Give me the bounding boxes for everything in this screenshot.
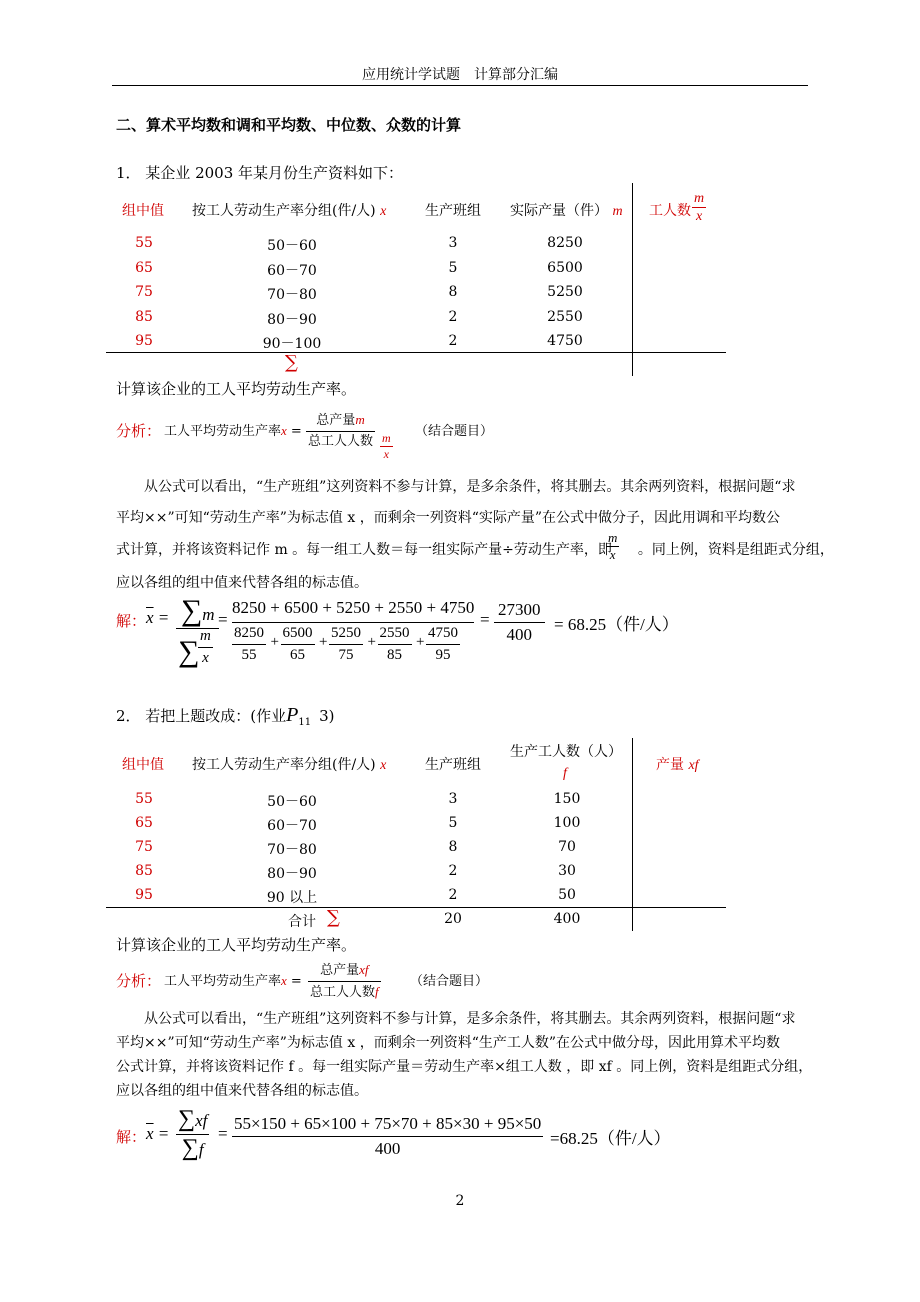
q1-cell-output: 5250	[547, 284, 583, 300]
q1-table-divider	[632, 183, 633, 376]
q1-solution-den-divisor: 85	[387, 647, 402, 663]
q2-cell-teams: 3	[448, 791, 458, 807]
q2-analysis-note: （结合题目）	[410, 974, 489, 989]
q1-cell-output: 2550	[547, 308, 583, 325]
q2-cell-workers: 150	[553, 791, 581, 807]
q1-header-output: 实际产量（件） m	[510, 203, 623, 219]
q1-solution-den-divisor: 95	[435, 647, 451, 663]
q2-question: 计算该企业的工人平均劳动生产率。	[116, 936, 357, 954]
q1-cell-output: 4750	[547, 333, 583, 349]
q2-cell-teams: 2	[448, 863, 458, 879]
q2-table-bottom-rule	[106, 907, 726, 908]
q2-total-teams: 20	[444, 911, 462, 927]
q1-solution-den-plus: +	[367, 634, 376, 650]
q2-solution-result: =68.25（件/人）	[550, 1129, 671, 1148]
q2-cell-teams: 8	[448, 839, 458, 855]
q1-cell-output: 6500	[547, 259, 583, 276]
q1-sum-symbol: ∑	[285, 352, 298, 373]
q1-solution-main-fraction: ∑m ∑	[176, 594, 219, 669]
q1-cell-teams: 5	[448, 259, 458, 276]
section-title: 二、算术平均数和调和平均数、中位数、众数的计算	[116, 116, 462, 134]
q2-analysis-lhs: 工人平均劳动生产率x =	[164, 973, 302, 989]
q1-solution-label: 解：	[116, 612, 147, 630]
q1-solution-den-value: 2550	[378, 623, 412, 645]
q1-solution-den-fraction	[329, 623, 363, 666]
q1-cell-teams: 2	[448, 333, 458, 349]
q1-solution-den-fraction	[281, 623, 315, 666]
q1-cell-mid: 95	[135, 333, 153, 349]
q1-header-mid: 组中值	[122, 203, 164, 219]
q1-solution-eq2: =	[480, 610, 490, 629]
q1-solution-den-plus: +	[319, 634, 328, 650]
q1-solution-den-value: 8250	[232, 623, 266, 645]
q1-solution-den-fraction	[378, 623, 412, 666]
q1-table-bottom-rule	[106, 352, 726, 353]
q2-title: 2． 若把上题改成：(作业$P_{11}$ 3)	[116, 704, 335, 728]
q1-solution-den-divisor: 75	[338, 647, 354, 663]
q2-cell-workers: 70	[558, 839, 576, 855]
q1-solution-den-divisor: 65	[290, 647, 305, 663]
q2-analysis-label: 分析：	[116, 972, 162, 990]
header-rule	[112, 85, 808, 86]
q1-solution-den-value: 4750	[426, 623, 460, 645]
q2-paragraph-line2: 平均××”可知“劳动生产率”为标志值 x ，而剩余一列资料“生产工人数”在公式中做分母，因此用算术平均数	[116, 1035, 781, 1051]
q1-solution-fraction: $\frac{27300}{400}$	[494, 598, 545, 647]
q2-cell-group: 90 以上	[266, 890, 318, 906]
q1-paragraph-line4: 应以各组的组中值来代替各组的标志值。	[116, 575, 368, 591]
q1-header-group: 按工人劳动生产率分组(件/人) x	[192, 203, 387, 219]
q1-cell-mid: 65	[135, 259, 153, 276]
q1-solution-den-plus: +	[416, 634, 425, 650]
q2-total-label: 合计	[288, 914, 316, 930]
q1-cell-teams: 2	[448, 308, 458, 325]
q1-cell-mid: 75	[135, 284, 153, 300]
q2-solution-main-fraction: $\frac{\sum xf}{\sum f}$	[178, 1106, 208, 1161]
q1-cell-group: 60－70	[267, 262, 317, 279]
q1-title: 1． 某企业 2003 年某月份生产资料如下：	[116, 164, 404, 182]
q2-cell-mid: 75	[135, 839, 153, 855]
q2-analysis-fraction: 总产量xf 总工人人数f	[310, 962, 379, 1000]
q1-solution-den-fraction	[232, 623, 266, 666]
q2-cell-mid: 85	[135, 863, 153, 879]
q2-header-group: 按工人劳动生产率分组(件/人) x	[192, 757, 387, 773]
q1-cell-teams: 3	[448, 235, 458, 251]
q2-paragraph-line1: 从公式可以看出，“生产班组”这列资料不参与计算，是多余条件，将其删去。其余两列资料，根据问题“求	[144, 1011, 796, 1027]
q1-cell-group: 50－60	[267, 238, 317, 254]
q2-cell-teams: 5	[448, 815, 458, 831]
q1-header-teams: 生产班组	[425, 203, 481, 219]
q1-header-workers: 工人数	[649, 203, 691, 219]
q2-solution-fraction: $\frac{55\times 150 + 65\times 100 + 75\times 70 + 85\times 30 + 95\times 50}{400}$	[234, 1114, 542, 1158]
q1-paragraph-line1: 从公式可以看出，“生产班组”这列资料不参与计算，是多余条件，将其删去。其余两列资料，根据问题“求	[144, 479, 796, 495]
q1-paragraph-line2: 平均××”可知“劳动生产率”为标志值 x ，而剩余一列资料“实际产量”在公式中做分子，因此用调和平均数公	[116, 510, 781, 526]
q2-cell-workers: 50	[558, 887, 576, 903]
q2-cell-group: 50－60	[267, 794, 317, 810]
q1-cell-teams: 8	[448, 284, 458, 300]
q2-cell-group: 70－80	[267, 842, 317, 858]
q2-cell-workers: 100	[553, 815, 581, 831]
q2-sum-symbol: ∑	[327, 907, 340, 928]
q2-cell-mid: 65	[135, 815, 153, 831]
q1-paragraph-fraction: $\frac{m}{x}$	[608, 530, 618, 562]
q1-solution-den-divisor: 55	[241, 647, 257, 663]
q1-question: 计算该企业的工人平均劳动生产率。	[116, 380, 357, 398]
page-header-title: 应用统计学试题 计算部分汇编	[362, 67, 558, 83]
q2-paragraph-line3: 公式计算，并将该资料记作 f 。每一组实际产量＝劳动生产率×组工人数 ，即 xf 。同上例，资料是组距式分组，	[116, 1059, 813, 1075]
q2-cell-teams: 2	[448, 887, 458, 903]
q1-solution-xbar: $\overline{x}$ =	[146, 608, 170, 627]
q2-solution-xbar: $\overline{x}$ =	[146, 1124, 170, 1143]
q1-solution-main-den-fraction: $\frac{m}{x}$	[200, 628, 211, 666]
q2-cell-mid: 95	[135, 887, 153, 903]
q1-solution-eq1: =	[218, 610, 228, 629]
q1-cell-output: 8250	[547, 235, 583, 251]
q1-analysis-den-fraction: $\frac{m}{x}$	[382, 431, 391, 461]
q1-analysis-label: 分析：	[116, 422, 162, 440]
q2-solution-eq1: =	[218, 1124, 228, 1143]
q1-cell-mid: 85	[135, 308, 153, 325]
q1-solution-den-plus: +	[270, 634, 279, 650]
q1-cell-group: 90－100	[262, 336, 322, 352]
q2-total-workers: 400	[553, 911, 581, 927]
q2-cell-group: 80－90	[267, 866, 317, 882]
q2-cell-mid: 55	[135, 791, 153, 807]
q1-cell-group: 70－80	[267, 287, 317, 303]
q1-analysis-fraction: 总产量m 总工人人数	[308, 412, 374, 449]
q1-solution-den-value: 6500	[281, 623, 315, 645]
q1-solution-den-value: 5250	[329, 623, 363, 645]
q2-header-teams: 生产班组	[425, 757, 481, 773]
q1-solution-den-fraction	[426, 623, 460, 666]
page-number: 2	[455, 1193, 465, 1209]
q2-header-mid: 组中值	[122, 757, 164, 773]
q1-analysis-lhs: 工人平均劳动生产率x =	[164, 423, 302, 439]
q1-solution-numerator: 8250 + 6500 + 5250 + 2550 + 4750	[232, 598, 475, 617]
q2-header-output: 产量 xf	[656, 757, 699, 773]
q2-cell-group: 60－70	[267, 818, 317, 834]
q1-solution-result: = 68.25（件/人）	[554, 615, 679, 634]
q2-cell-workers: 30	[558, 863, 576, 879]
q1-cell-mid: 55	[135, 235, 153, 251]
q2-header-workers: 生产工人数（人）	[510, 744, 622, 760]
q1-analysis-note: （结合题目）	[415, 424, 494, 439]
q2-solution-label: 解：	[116, 1128, 147, 1146]
q2-paragraph-line4: 应以各组的组中值来代替各组的标志值。	[116, 1083, 368, 1099]
q2-table-divider	[632, 738, 633, 931]
q2-header-workers-var: f	[563, 766, 567, 781]
q1-paragraph-line3: 式计算，并将该资料记作 m 。每一组工人数＝每一组实际产量÷劳动生产率，即 。同上例，资料是组距式分组，	[116, 542, 834, 558]
q1-cell-group: 80－90	[267, 311, 317, 328]
q1-header-workers-fraction: $\frac{m}{x}$	[694, 191, 705, 224]
